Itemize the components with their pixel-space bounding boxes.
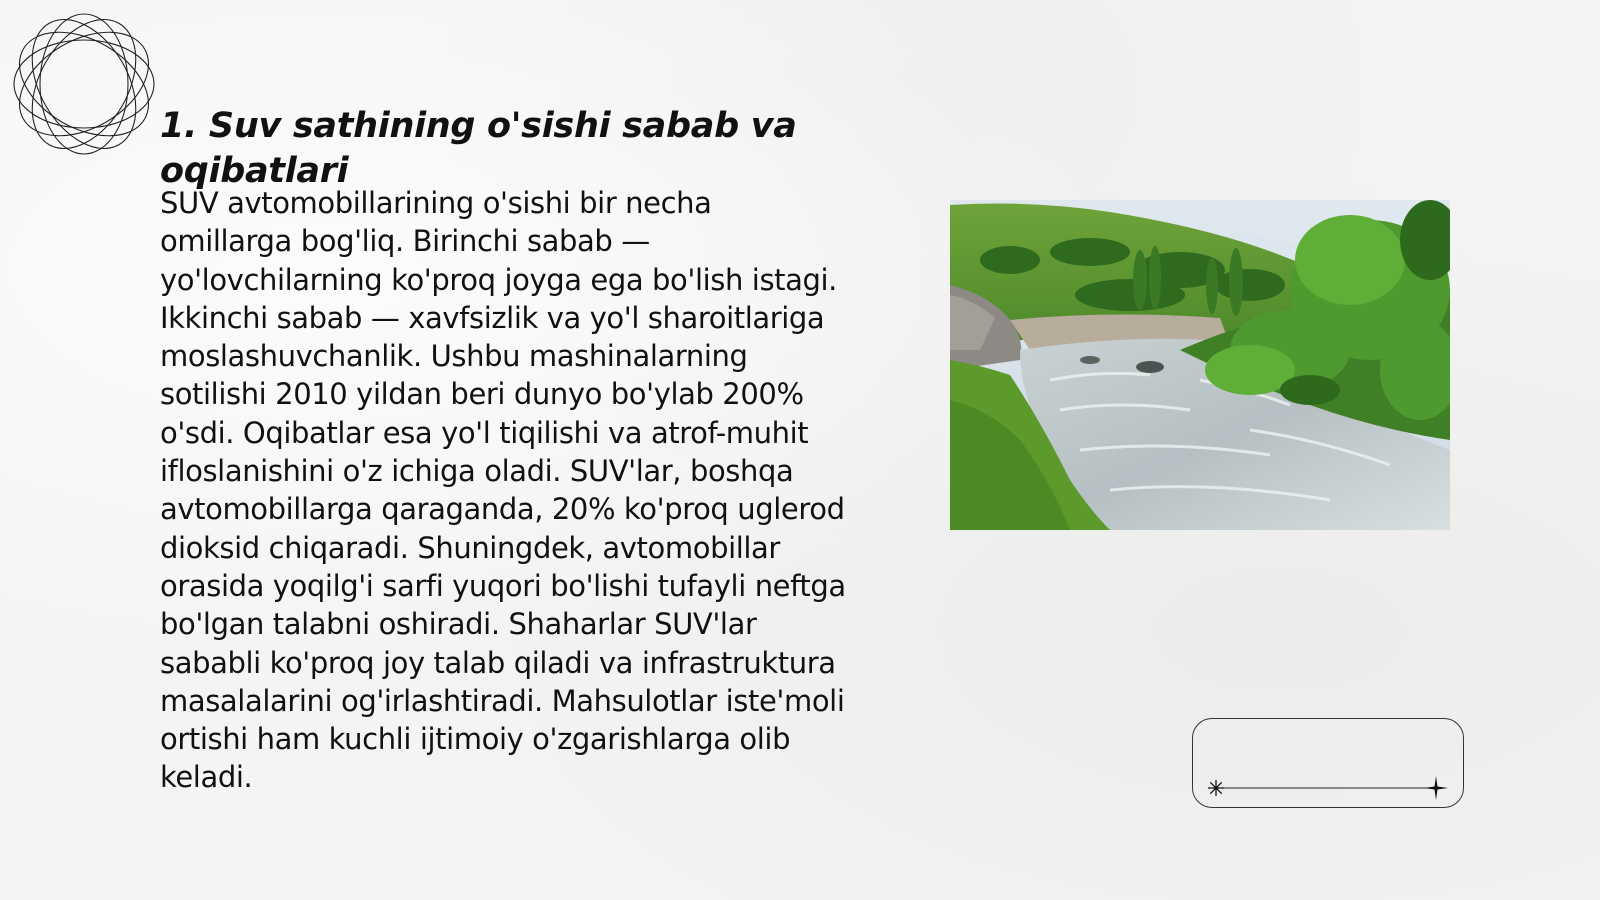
star-burst-icon	[1208, 780, 1224, 796]
slide-body-text: SUV avtomobillarining o'sishi bir necha omillarga bog'liq. Birinchi sabab — yo'lovchilarning ko'proq joyga ega bo'lish istagi. Ikkinchi sabab — xavfsizlik va yo'l sharoitlariga moslashuvchanlik. Ushbu mashinalarning sotilishi 2010 yildan beri dunyo bo'ylab 200% o'sdi. Oqibatlar esa yo'l tiqilishi va atrof-muhit ifloslanishini o'z ichiga oladi. SUV'lar, boshqa avtomobillarga qaraganda, 20% ko'proq uglerod dioksid chiqaradi. Shuningdek, avtomobillar orasida yoqilg'i sarfi yuqori bo'lishi tufayli neftga bo'lgan talabni oshiradi. Shaharlar SUV'lar sababli ko'proq joy talab qiladi va infrastruktura masalalarini og'irlashtiradi. Mahsulotlar iste'moli ortishi ham kuchli ijtimoiy o'zgarishlarga olib keladi.	[160, 186, 846, 795]
circle-ornament-icon	[10, 10, 158, 158]
river-landscape-image	[950, 200, 1450, 530]
sparkle-icon	[1424, 776, 1448, 800]
slide-title: 1. Suv sathining o'sishi sabab va oqibatlari	[160, 106, 797, 191]
decorative-line	[1200, 776, 1450, 800]
